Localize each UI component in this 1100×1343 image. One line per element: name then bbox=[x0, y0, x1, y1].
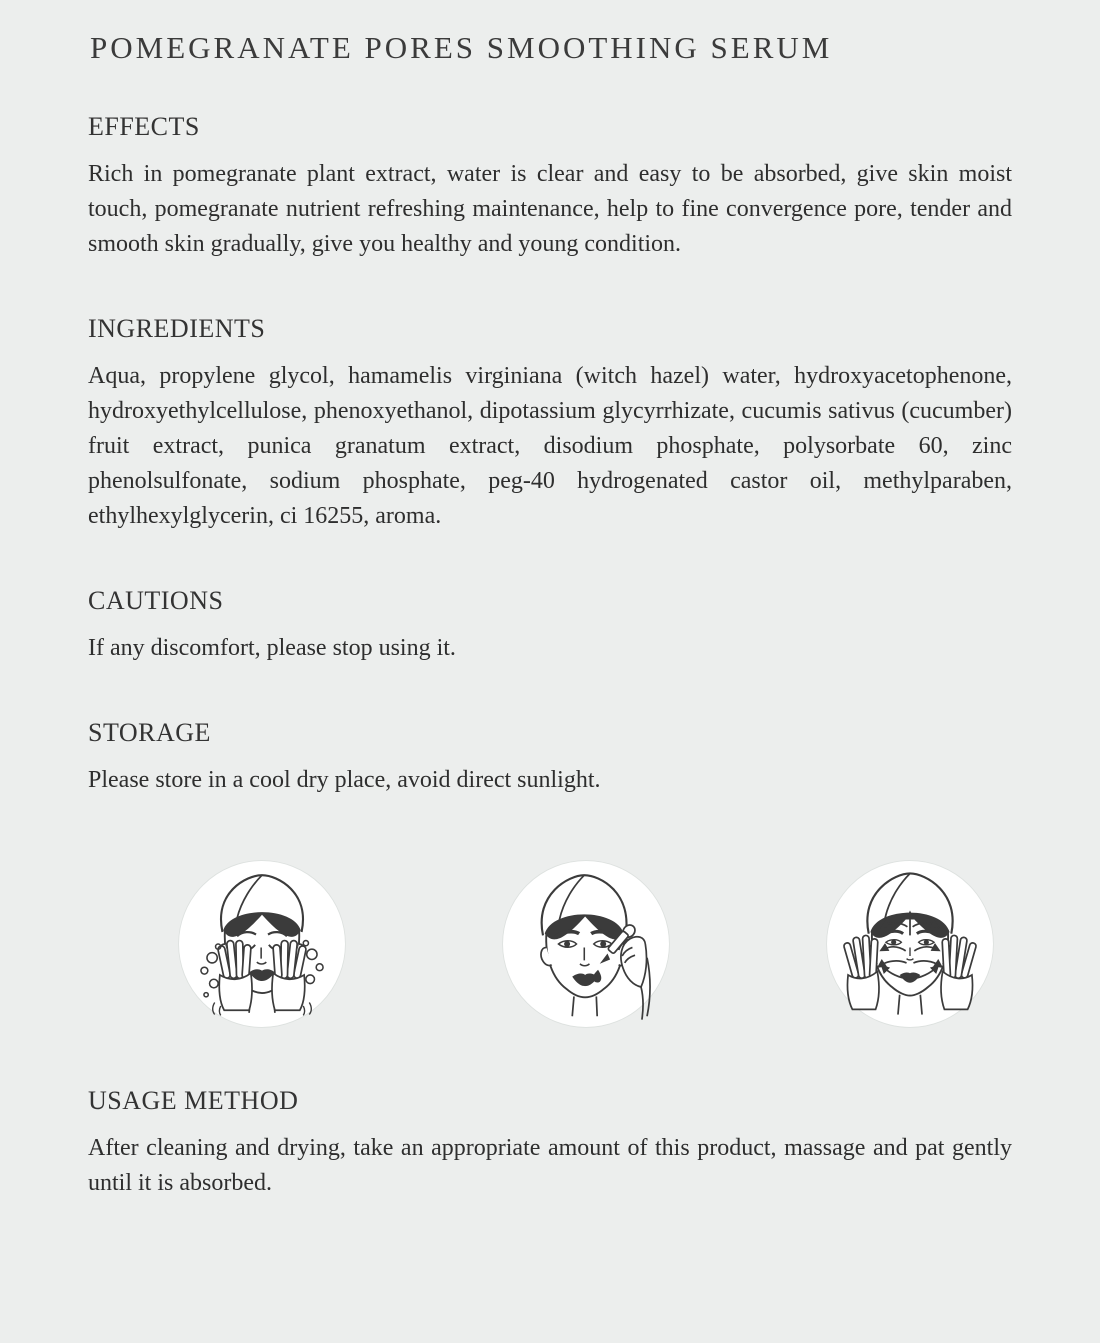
usage-method-body: After cleaning and drying, take an appropriate amount of this product, massage and pat gently until it is absorbed. bbox=[88, 1135, 1012, 1196]
section-cautions bbox=[88, 586, 1012, 666]
ingredients-body: Aqua, propylene glycol, hamamelis virginiana (witch hazel) water, hydroxyacetophenone, hydroxyethylcellulose, phenoxyethanol, dipotassium glycyrrhizate, cucumis sativus (cucumber) fruit extract, punica granatum extract, disodium phosphate, polysorbate 60, zinc phenolsulfonate, sodium phosphate, peg-40 hydrogenated castor oil, methylparaben, ethylhexylglycerin, ci 16255, aroma. bbox=[88, 363, 1012, 529]
apply-serum-dropper-icon bbox=[500, 858, 672, 1030]
cautions-heading: CAUTIONS bbox=[88, 586, 224, 615]
section-usage-method bbox=[88, 1086, 1012, 1201]
usage-icons-row bbox=[176, 858, 1012, 1030]
storage-body: Please store in a cool dry place, avoid direct sunlight. bbox=[88, 767, 601, 793]
section-ingredients bbox=[88, 314, 1012, 534]
section-effects bbox=[88, 112, 1012, 262]
massage-directions-icon bbox=[824, 858, 996, 1030]
product-title: POMEGRANATE PORES SMOOTHING SERUM bbox=[90, 30, 833, 65]
cautions-body: If any discomfort, please stop using it. bbox=[88, 635, 456, 661]
section-storage bbox=[88, 718, 1012, 798]
storage-heading: STORAGE bbox=[88, 718, 211, 747]
effects-body: Rich in pomegranate plant extract, water is clear and easy to be absorbed, give skin moist touch, pomegranate nutrient refreshing maintenance, help to fine convergence pore, tender and smooth skin gradually, give you healthy and young condition. bbox=[88, 161, 1012, 257]
wash-face-icon bbox=[176, 858, 348, 1030]
usage-method-heading: USAGE METHOD bbox=[88, 1086, 299, 1115]
ingredients-heading: INGREDIENTS bbox=[88, 314, 266, 343]
effects-heading: EFFECTS bbox=[88, 112, 200, 141]
